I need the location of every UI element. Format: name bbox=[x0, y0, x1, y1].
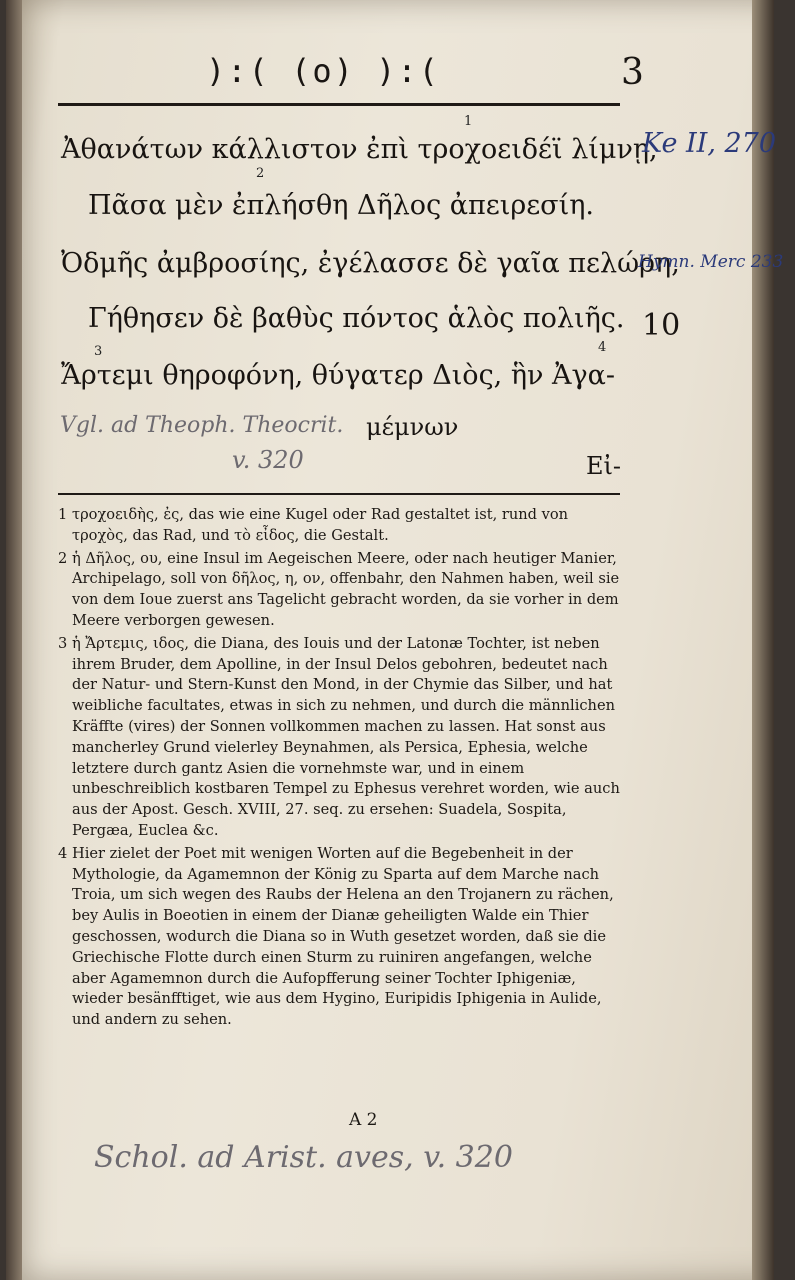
verse-line: Γήθησεν δὲ βαθὺς πόντος ἁλὸς πολιῆς. bbox=[88, 303, 625, 334]
handwritten-margin-note: v. 320 bbox=[232, 446, 304, 474]
book-spine bbox=[6, 0, 22, 1280]
footnote bbox=[58, 844, 628, 1031]
handwritten-margin-note: Hymn. Merc 233 bbox=[638, 252, 784, 272]
footnote-number: 2 bbox=[58, 549, 68, 567]
verse-line: Ἀθανάτων κάλλιστον ἐπὶ τροχοειδέϊ λίμνῃ, bbox=[61, 134, 658, 165]
page-edge bbox=[752, 0, 774, 1280]
footnote bbox=[58, 549, 628, 632]
footnote-text: ἡ Δῆλος, ου, eine Insul im Aegeischen Meere, oder nach heutiger Manier, Archipelago, soll von δῆλος, η, ον, offenbahr, den Nahmen haben, weil sie von dem Ioue zuerst ans Tagelicht gebracht worden, da sie vorher in dem Meere verborgen gewesen. bbox=[72, 549, 620, 629]
catchword: Εἰ- bbox=[586, 452, 622, 480]
running-header bbox=[206, 52, 644, 102]
footnote bbox=[58, 505, 628, 547]
line-number: 10 bbox=[642, 308, 681, 343]
handwritten-margin-note: Vgl. ad Theoph. Theocrit. bbox=[60, 413, 344, 438]
footnote-mark: 4 bbox=[598, 340, 607, 355]
footnote-rule bbox=[58, 493, 620, 495]
header-ornament: ):( (o) ):( bbox=[206, 52, 440, 90]
footnote bbox=[58, 634, 628, 842]
verse-line: Ἄρτεμι θηροφόνη, θύγατερ Διὸς, ἣν Ἀγα- bbox=[61, 360, 616, 391]
signature-mark: A 2 bbox=[349, 1110, 378, 1130]
footnote-number: 1 bbox=[58, 506, 68, 523]
handwritten-bottom-note: Schol. ad Arist. aves, v. 320 bbox=[94, 1140, 513, 1175]
footnote-text: τροχοειδὴς, ἐς, das wie eine Kugel oder Rad gestaltet ist, rund von τροχὸς, das Rad, und τὸ εἶδος, die Gestalt. bbox=[72, 506, 569, 544]
footnote-mark: 3 bbox=[94, 344, 103, 359]
footnote-mark: 1 bbox=[464, 114, 473, 129]
footnote-number: 4 bbox=[58, 844, 68, 862]
footnote-number: 3 bbox=[58, 634, 68, 652]
page-number: 3 bbox=[621, 52, 644, 93]
footnote-text: Hier zielet der Poet mit wenigen Worten auf die Begebenheit in der Mythologie, da Agamemnon der König zu Sparta auf dem Marche nach Troia, um sich wegen des Raubs der Helena an den Trojanern zu rächen, bey Aulis in Boeotien in einem der Dianæ geheiligten Walde ein Thier geschossen, wodurch die Diana so in Wuth gesetzet worden, daß sie die Griechische Flotte durch einen Sturm zu ruiniren angefangen, welche aber Agamemnon durch die Aufopfferung seiner Tochter Iphigeniæ, wieder besänfftiget, wie aus dem Hygino, Euripidis Iphigenia in Aulide, und andern zu sehen. bbox=[72, 844, 614, 1029]
handwritten-margin-note: Ke II, 270 bbox=[642, 128, 777, 159]
footnote-text: ἡ Ἄρτεμις, ιδος, die Diana, des Iouis und der Latonæ Tochter, ist neben ihrem Bruder, dem Apolline, in der Insul Delos gebohren, bedeutet nach der Natur- und Stern-Kunst den Mond, in der Chymie das Silber, und hat weibliche facultates, etwas in sich zu nehmen, und durch die männlichen Kräffte (vires) der Sonnen vollkommen machen zu lassen. Hat sonst aus mancherley Grund vielerley Beynahmen, als Persica, Ephesia, welche letztere durch gantz Asien die vornehmste war, und in einem unbeschreiblich kostbaren Tempel zu Ephesus verehret worden, wie auch aus der Apost. Gesch. XVIII, 27. seq. zu ersehen: Suadela, Sospita, Pergæa, Euclea &c. bbox=[72, 634, 620, 839]
verse-line: μέμνων bbox=[366, 413, 459, 441]
book-page bbox=[6, 0, 784, 1280]
footnotes bbox=[58, 505, 628, 1033]
verse-line: Πᾶσα μὲν ἐπλήσθη Δῆλος ἀπειρεσίη. bbox=[88, 190, 594, 221]
header-rule bbox=[58, 103, 620, 106]
footnote-mark: 2 bbox=[256, 166, 265, 181]
verse-line: Ὀδμῆς ἀμβροσίης, ἐγέλασσε δὲ γαῖα πελώρη, bbox=[61, 248, 680, 279]
